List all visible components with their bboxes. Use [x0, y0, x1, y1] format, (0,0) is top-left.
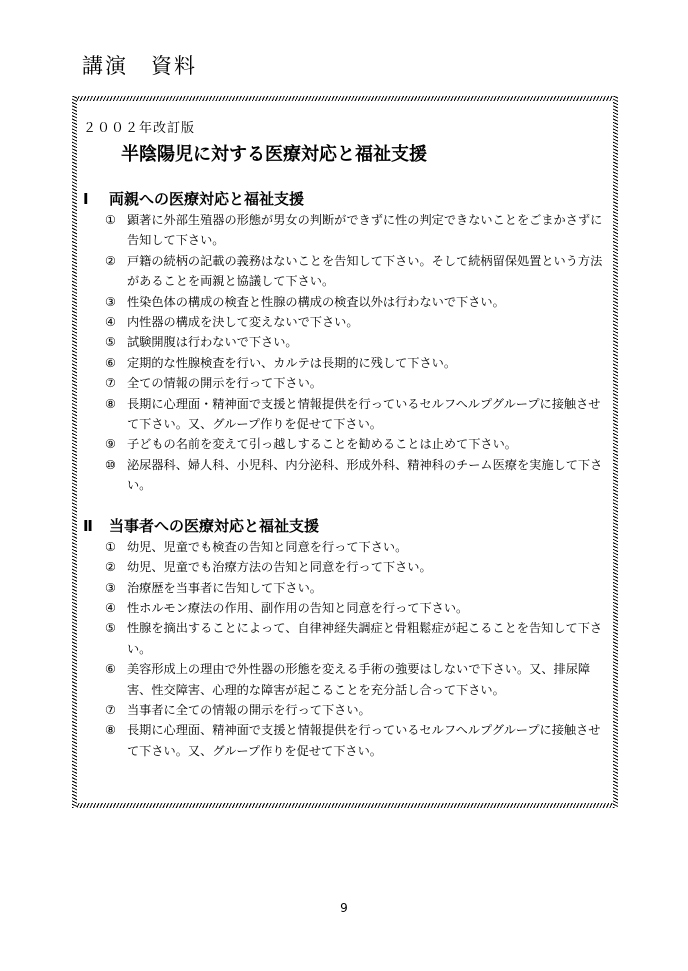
- frame-content: [83, 120, 608, 761]
- header-title: 講演 資料: [82, 54, 197, 78]
- list-item: [83, 598, 608, 618]
- item-mark: ④: [105, 315, 116, 330]
- section-1-list: [83, 210, 608, 496]
- section-title: 当事者への医療対応と福祉支援: [109, 516, 320, 535]
- item-mark: ①: [105, 539, 116, 554]
- list-item: [83, 353, 608, 373]
- item-text: 子どもの名前を変えて引っ越しすることを勧めることは止めて下さい。: [127, 437, 517, 452]
- document-title: 半陰陽児に対する医療対応と福祉支援: [121, 144, 427, 165]
- item-text: 顕著に外部生殖器の形態が男女の判断ができずに性の判定できないことをごまかさずに告知して下さい。: [127, 213, 603, 248]
- item-mark: ③: [105, 580, 116, 595]
- item-text: 幼児、児童でも治療方法の告知と同意を行って下さい。: [127, 560, 432, 575]
- item-mark: ③: [105, 294, 116, 309]
- item-text: 泌尿器科、婦人科、小児科、内分泌科、形成外科、精神科のチーム医療を実施して下さい。: [127, 457, 603, 493]
- item-text: 美容形成上の理由で外性器の形態を変える手術の強要はしないで下さい。又、排尿障害、性交障害、心理的な障害が起こることを充分話し合って下さい。: [127, 662, 591, 697]
- list-item: [83, 332, 608, 352]
- list-item: [83, 578, 608, 598]
- list-item: [83, 659, 608, 700]
- item-text: 治療歴を当事者に告知して下さい。: [127, 580, 322, 595]
- page-number: 9: [340, 901, 348, 915]
- item-text: 幼児、児童でも検査の告知と同意を行って下さい。: [127, 539, 408, 554]
- edition-label: ２００２年改訂版: [83, 121, 196, 136]
- frame-border-left: [72, 96, 77, 808]
- item-mark: ⑥: [105, 355, 116, 370]
- item-text: 長期に心理面・精神面で支援と情報提供を行っているセルフヘルプグループに接触させて下さい。又、グループ作りを促せて下さい。: [127, 396, 601, 432]
- list-item: [83, 700, 608, 720]
- section-numeral: Ⅰ: [83, 190, 89, 208]
- list-item: [83, 720, 608, 761]
- list-item: [83, 455, 608, 496]
- list-item: [83, 618, 608, 659]
- frame-border-bottom: [72, 803, 618, 808]
- list-item: [83, 312, 608, 332]
- list-item: [83, 373, 608, 393]
- list-item: [83, 537, 608, 557]
- item-mark: ⑤: [105, 621, 116, 636]
- list-item: [83, 292, 608, 312]
- list-item: [83, 434, 608, 454]
- content-frame: [72, 96, 618, 808]
- item-mark: ②: [105, 560, 116, 575]
- list-item: [83, 251, 608, 292]
- item-text: 長期に心理面、精神面で支援と情報提供を行っているセルフヘルプグループに接触させて下さい。又、グループ作りを促せて下さい。: [127, 723, 601, 758]
- section-numeral: Ⅱ: [83, 516, 93, 535]
- item-text: 当事者に全ての情報の開示を行って下さい。: [127, 702, 371, 717]
- frame-border-top: [72, 96, 618, 101]
- section-title: 両親への医療対応と福祉支援: [109, 190, 305, 208]
- item-mark: ⑩: [105, 457, 116, 472]
- item-text: 試験開腹は行わないで下さい。: [127, 335, 298, 350]
- item-mark: ⑧: [105, 723, 116, 738]
- item-mark: ⑦: [105, 376, 116, 391]
- list-item: [83, 394, 608, 435]
- item-text: 定期的な性腺検査を行い、カルテは長期的に残して下さい。: [127, 355, 457, 370]
- list-item: [83, 557, 608, 577]
- list-item: [83, 210, 608, 251]
- item-mark: ⑨: [105, 437, 116, 452]
- section-heading-2: [83, 516, 608, 536]
- item-mark: ①: [105, 213, 116, 227]
- item-mark: ⑧: [105, 396, 116, 411]
- item-mark: ⑦: [105, 702, 116, 717]
- item-text: 性腺を摘出することによって、自律神経失調症と骨粗鬆症が起こることを告知して下さい。: [127, 621, 603, 656]
- item-text: 戸籍の続柄の記載の義務はないことを告知して下さい。そして続柄留保処置という方法があることを両親と協議して下さい。: [127, 253, 603, 289]
- frame-border-right: [613, 96, 618, 808]
- item-mark: ⑥: [105, 662, 116, 677]
- item-text: 性染色体の構成の検査と性腺の構成の検査以外は行わないで下さい。: [127, 294, 505, 309]
- section-2-list: [83, 537, 608, 761]
- item-mark: ⑤: [105, 335, 116, 350]
- item-text: 全ての情報の開示を行って下さい。: [127, 376, 322, 391]
- item-mark: ②: [105, 253, 116, 268]
- section-heading-1: [83, 189, 608, 209]
- item-text: 性ホルモン療法の作用、副作用の告知と同意を行って下さい。: [127, 600, 469, 615]
- item-mark: ④: [105, 600, 116, 615]
- item-text: 内性器の構成を決して変えないで下さい。: [127, 315, 359, 330]
